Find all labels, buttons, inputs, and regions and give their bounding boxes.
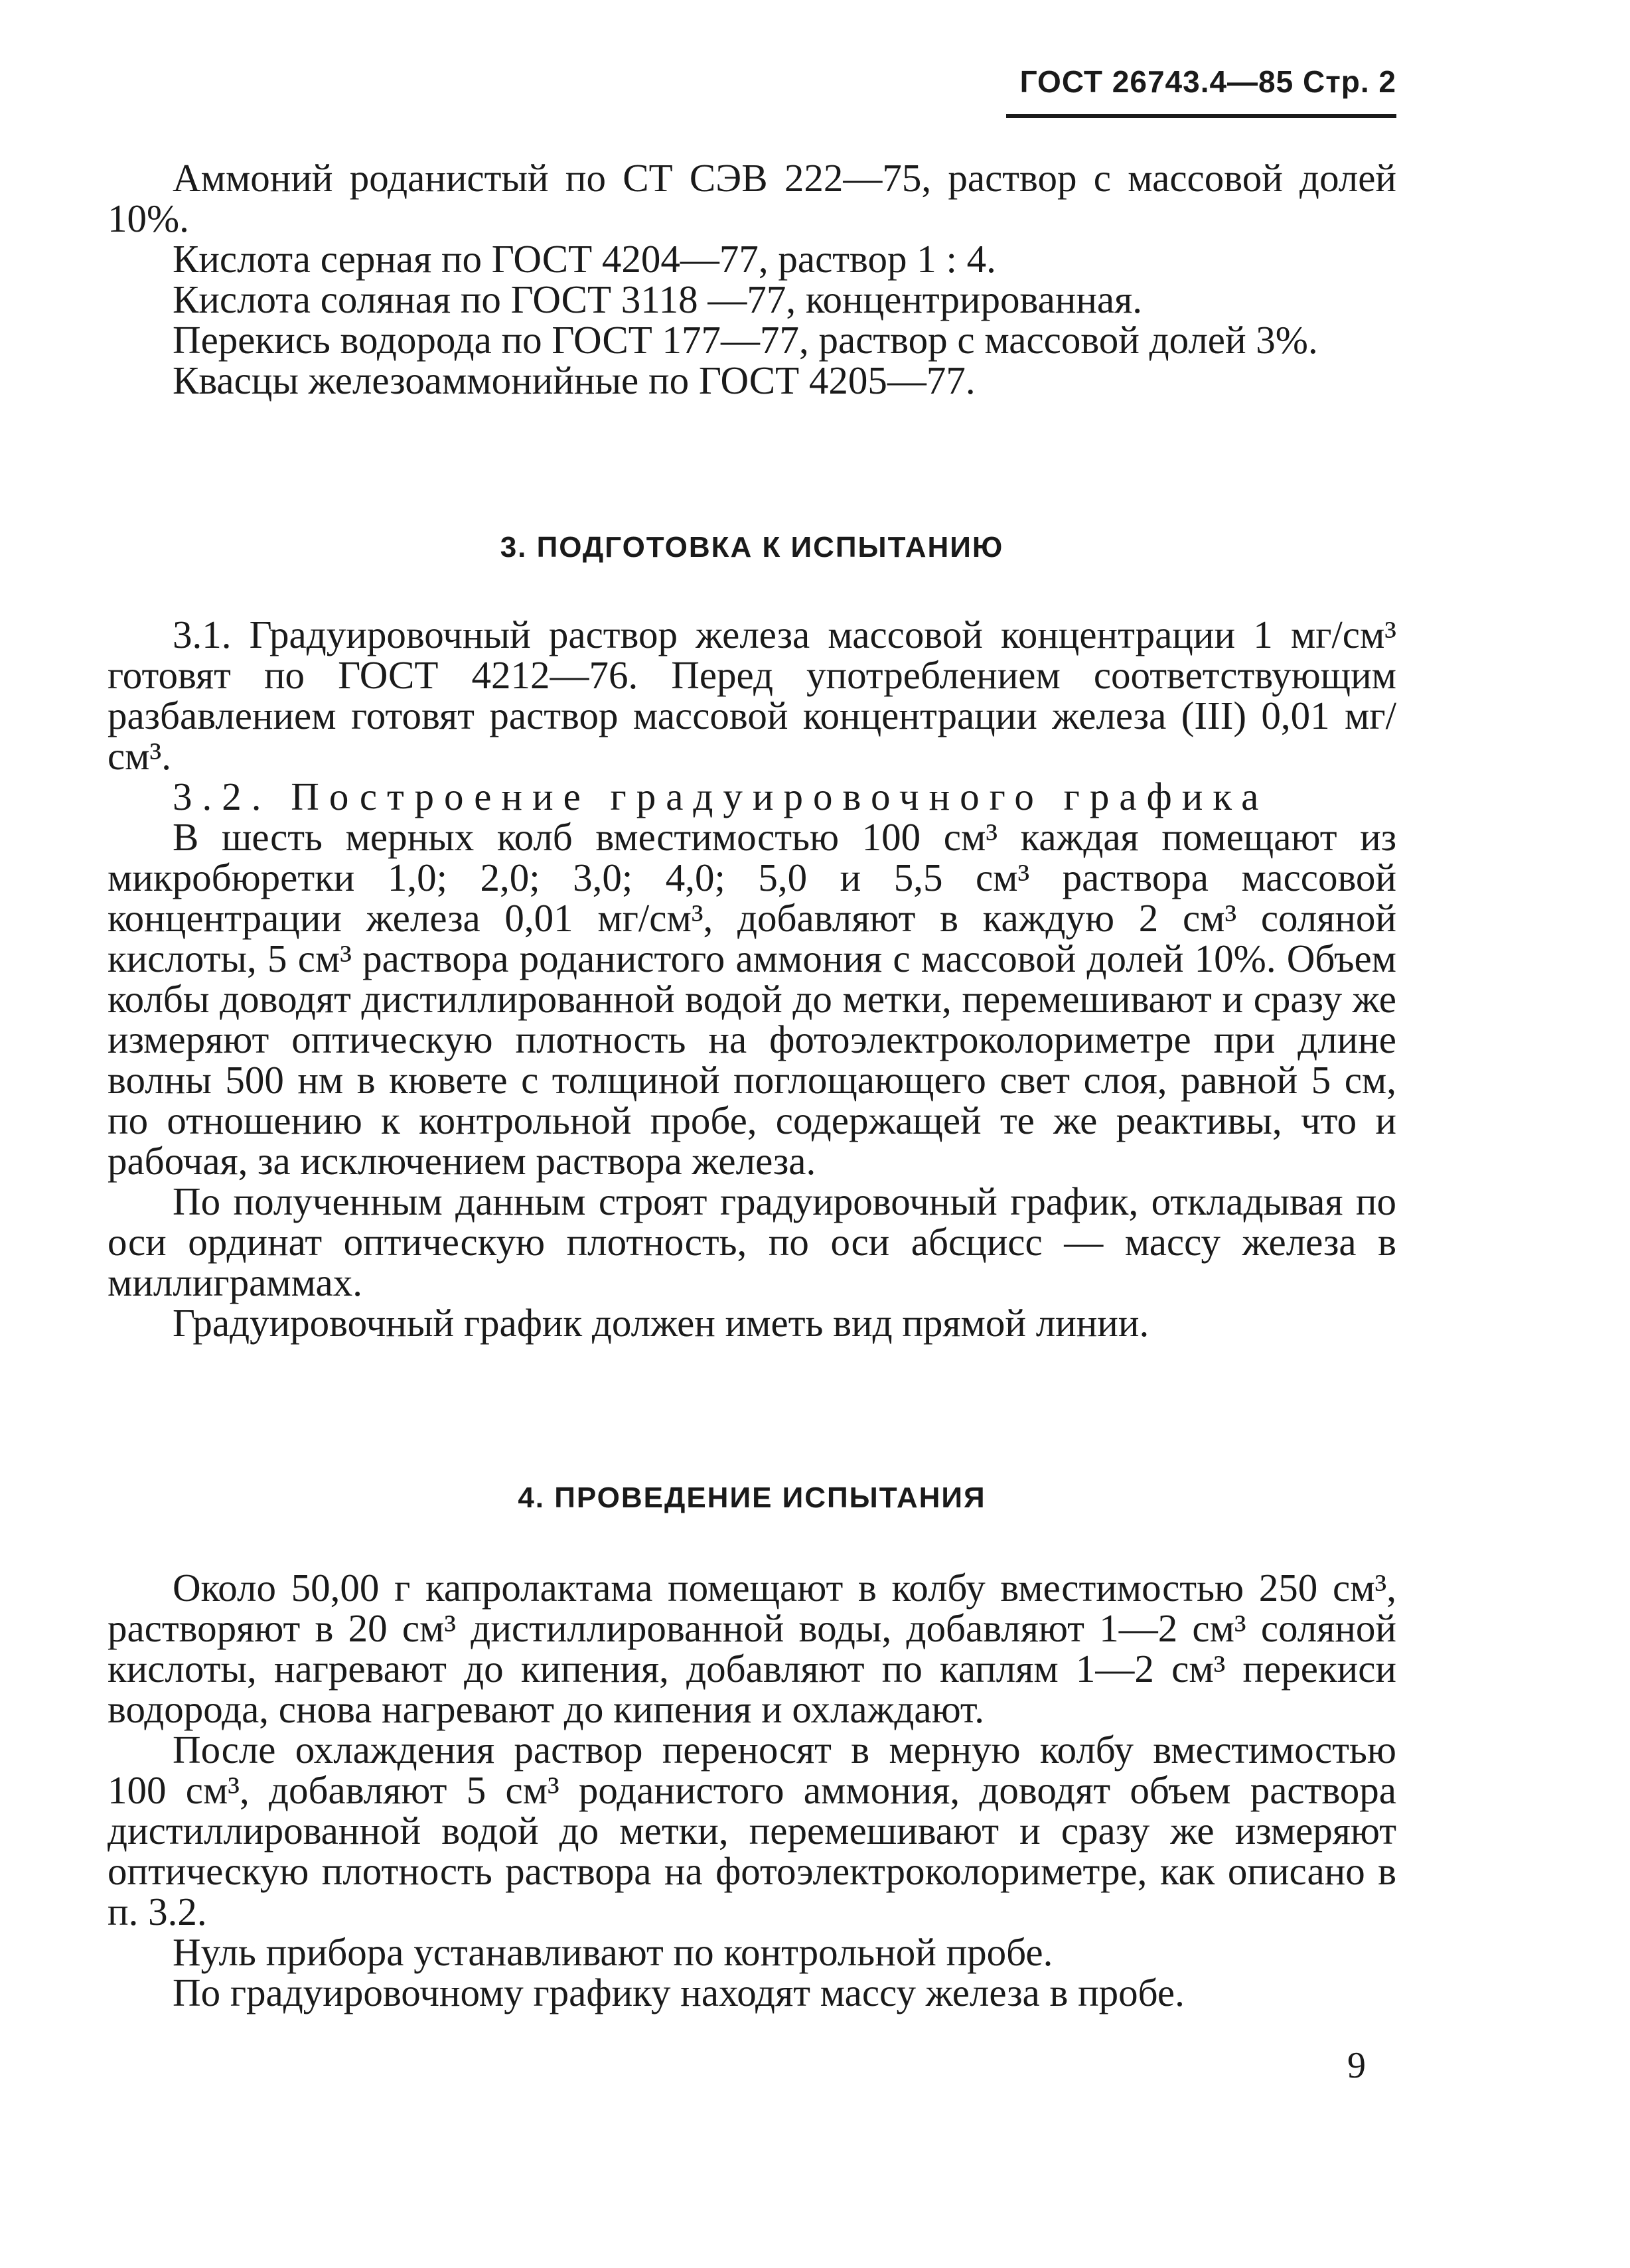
paragraph-3-2-line: Градуировочный график должен иметь вид прямой линии. bbox=[173, 1301, 1149, 1345]
paragraph-4-1: Около 50,00 г капролактама помещают в колбу вместимостью 250 см³, растворяют в 20 см³ дистиллированной воды, добавляют 1—2 см³ соляной кислоты, нагревают до кипения, добавляют по каплям 1—2 см³ перекиси водорода, снова нагревают до кипения и охлаждают. bbox=[108, 1566, 1396, 1731]
reagent-item: Перекись водорода по ГОСТ 177—77, раствор с массовой долей 3%. bbox=[173, 318, 1318, 362]
paragraph-3-2-heading: 3.2. Построение градуировочного графика bbox=[173, 775, 1269, 818]
page-header: ГОСТ 26743.4—85 Стр. 2 bbox=[1019, 64, 1396, 99]
reagent-item: Квасцы железоаммонийные по ГОСТ 4205—77. bbox=[173, 358, 976, 402]
reagent-item: Кислота соляная по ГОСТ 3118 —77, концентрированная. bbox=[173, 277, 1142, 321]
paragraph-3-2-plot: По полученным данным строят градуировочный график, откладывая по оси ординат оптическую плотность, по оси абсцисс — массу железа в миллиграммах. bbox=[108, 1179, 1396, 1304]
page-number: 9 bbox=[1347, 2045, 1366, 2086]
section-3-title: 3. ПОДГОТОВКА К ИСПЫТАНИЮ bbox=[500, 531, 1004, 564]
paragraph-3-1: 3.1. Градуировочный раствор железа массовой концентрации 1 мг/см³ готовят по ГОСТ 4212—76. Перед употреблением соответствующим разбавлением готовят раствор массовой концентрации железа (III) 0,01 мг/см³. bbox=[108, 613, 1396, 778]
paragraph-4-2: После охлаждения раствор переносят в мерную колбу вместимостью 100 см³, добавляют 5 см³ роданистого аммония, доводят объем раствора дистиллированной водой до метки, перемешивают и сразу же измеряют оптическую плотность раствора на фотоэлектроколориметре, как описано в п. 3.2. bbox=[108, 1728, 1396, 1933]
section-3-body bbox=[108, 615, 1396, 1343]
reagents-list bbox=[108, 158, 1396, 401]
reagent-item: Кислота серная по ГОСТ 4204—77, раствор 1 : 4. bbox=[173, 237, 996, 281]
paragraph-4-3: Нуль прибора устанавливают по контрольной пробе. bbox=[173, 1930, 1053, 1974]
section-4-body bbox=[108, 1568, 1396, 2013]
paragraph-3-2-body: В шесть мерных колб вместимостью 100 см³ каждая помещают из микробюретки 1,0; 2,0; 3,0; 4,0; 5,0 и 5,5 см³ раствора массовой концентрации железа 0,01 мг/см³, добавляют в каждую 2 см³ соляной кислоты, 5 см³ раствора роданистого аммония с массовой долей 10%. Объем колбы доводят дистиллированной водой до метки, перемешивают и сразу же измеряют оптическую плотность на фотоэлектроколориметре при длине волны 500 нм в кювете с толщиной поглощающего свет слоя, равной 5 см, по отношению к контрольной пробе, содержащей те же реактивы, что и рабочая, за исключением раствора железа. bbox=[108, 815, 1396, 1183]
reagent-item: Аммоний роданистый по СТ СЭВ 222—75, раствор с массовой долей 10%. bbox=[108, 156, 1396, 240]
paragraph-4-4: По градуировочному графику находят массу железа в пробе. bbox=[173, 1971, 1185, 2014]
section-4-title: 4. ПРОВЕДЕНИЕ ИСПЫТАНИЯ bbox=[518, 1481, 986, 1514]
header-rule bbox=[1006, 114, 1396, 118]
